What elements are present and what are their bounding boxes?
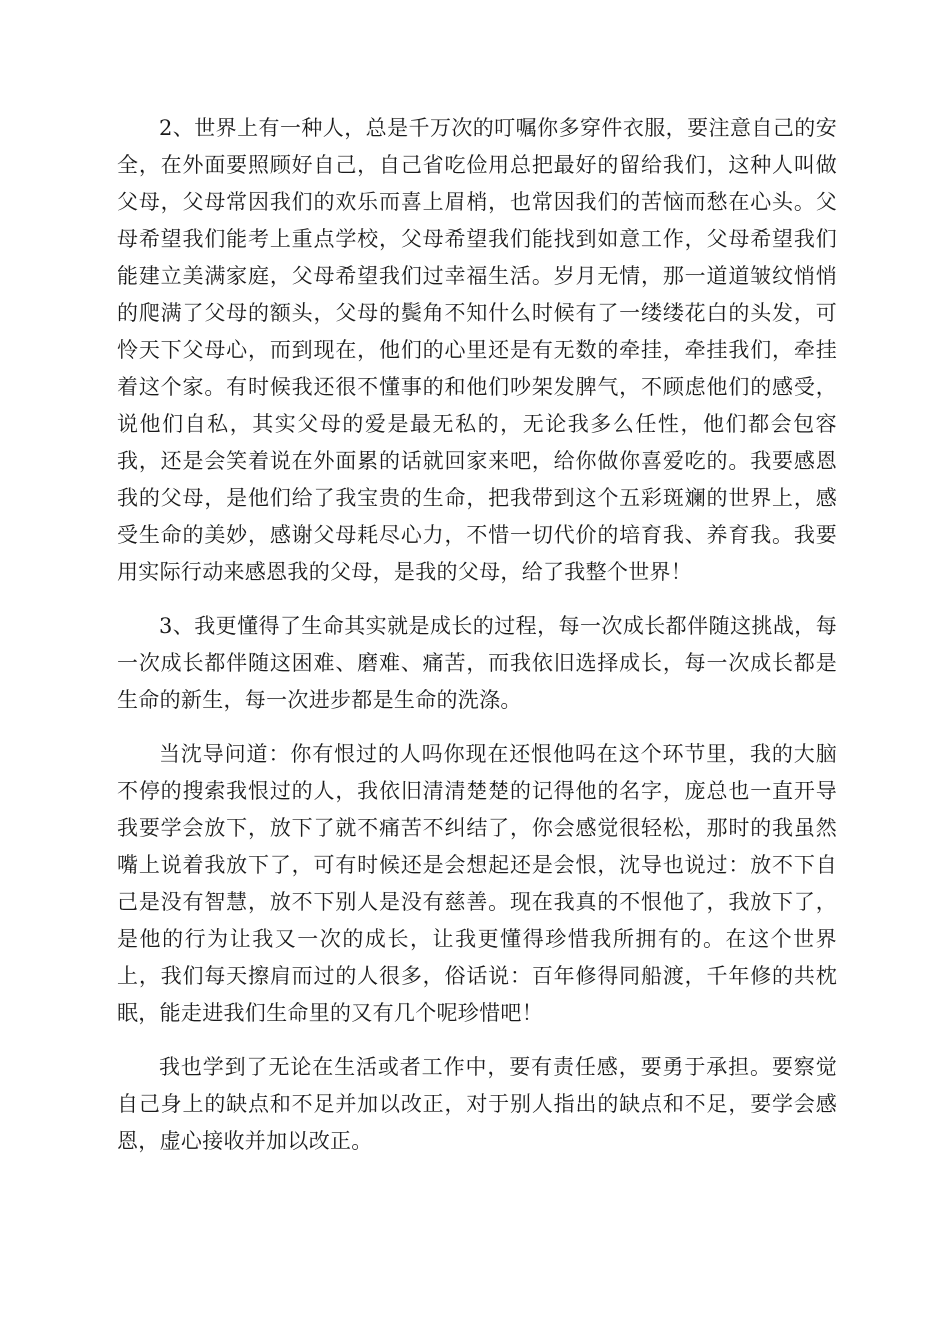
- paragraph-parents: 2、世界上有一种人，总是千万次的叮嘱你多穿件衣服，要注意自己的安全，在外面要照顾好自己，自己省吃俭用总把最好的留给我们，这种人叫做父母，父母常因我们的欢乐而喜上眉梢，也常因我们的苦恼而愁在心头。父母希望我们能考上重点学校，父母希望我们能找到如意工作，父母希望我们能建立美满家庭，父母希望我们过幸福生活。岁月无情，那一道道皱纹悄悄的爬满了父母的额头，父母的鬓角不知什么时候有了一缕缕花白的头发，可怜天下父母心，而到现在，他们的心里还是有无数的牵挂，牵挂我们，牵挂着这个家。有时候我还很不懂事的和他们吵架发脾气，不顾虑他们的感受，说他们自私，其实父母的爱是最无私的，无论我多么任性，他们都会包容我，还是会笑着说在外面累的话就回家来吧，给你做你喜爱吃的。我要感恩我的父母，是他们给了我宝贵的生命，把我带到这个五彩斑斓的世界上，感受生命的美妙，感谢父母耗尽心力，不惜一切代价的培育我、养育我。我要用实际行动来感恩我的父母，是我的父母，给了我整个世界！: [117, 116, 837, 584]
- document-body: [117, 110, 837, 1177]
- paragraph-responsibility: 我也学到了无论在生活或者工作中，要有责任感，要勇于承担。要察觉自己身上的缺点和不足并加以改正，对于别人指出的缺点和不足，要学会感恩，虚心接收并加以改正。: [117, 1055, 837, 1153]
- paragraph-growth: 3、我更懂得了生命其实就是成长的过程，每一次成长都伴随这挑战，每一次成长都伴随这困难、磨难、痛苦，而我依旧选择成长，每一次成长都是生命的新生，每一次进步都是生命的洗涤。: [117, 614, 837, 712]
- paragraph-letting-go: 当沈导问道：你有恨过的人吗你现在还恨他吗在这个环节里，我的大脑不停的搜索我恨过的人，我依旧清清楚楚的记得他的名字，庞总也一直开导我要学会放下，放下了就不痛苦不纠结了，你会感觉很轻松，那时的我虽然嘴上说着我放下了，可有时候还是会想起还是会恨，沈导也说过：放不下自己是没有智慧，放不下别人是没有慈善。现在我真的不恨他了，我放下了，是他的行为让我又一次的成长，让我更懂得珍惜我所拥有的。在这个世界上，我们每天擦肩而过的人很多，俗话说：百年修得同船渡，千年修的共枕眠，能走进我们生命里的又有几个呢珍惜吧！: [117, 742, 837, 1025]
